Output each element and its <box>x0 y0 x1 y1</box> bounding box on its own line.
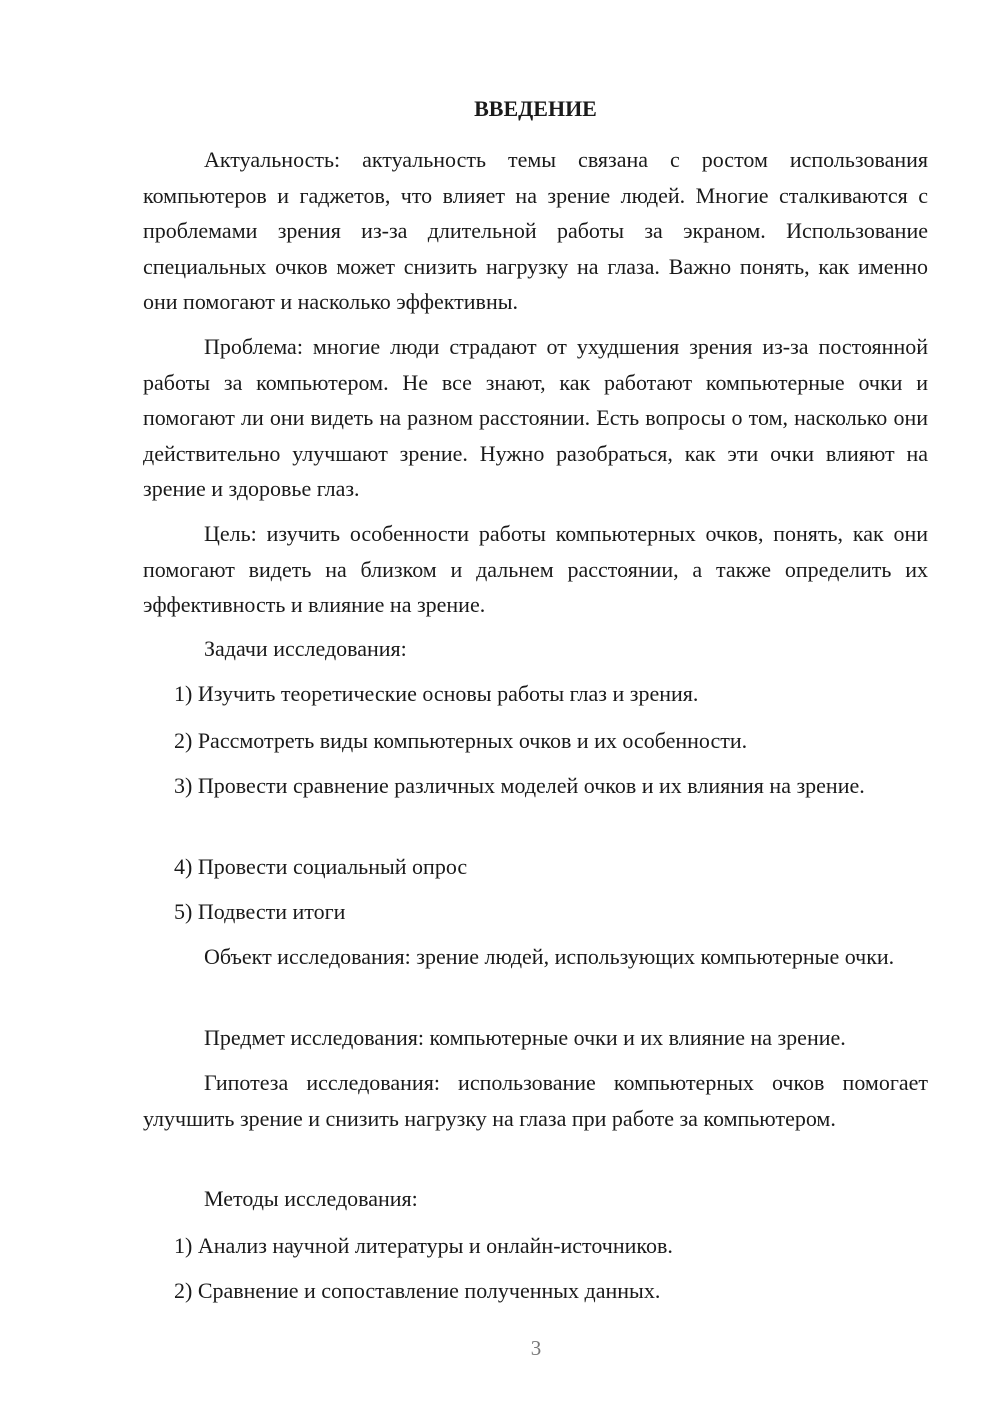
task-item: 2) Рассмотреть виды компьютерных очков и их особенности. <box>174 728 748 753</box>
task-item: 3) Провести сравнение различных моделей очков и их влияния на зрение. <box>174 773 865 798</box>
paragraph-object: Объект исследования: зрение людей, использующих компьютерные очки. <box>204 944 895 969</box>
paragraph-methods-intro: Методы исследования: <box>204 1186 418 1211</box>
paragraph-problem: Проблема: многие люди страдают от ухудшения зрения из-за постоянной работы за компьютером. Не все знают, как работают компьютерные очки и помогают ли они видеть на разном расстоянии. Есть вопросы о том, насколько они действительно улучшают зрение. Нужно разобраться, как эти очки влияют на зрение и здоровье глаз. <box>143 334 928 501</box>
method-item: 1) Анализ научной литературы и онлайн-источников. <box>174 1233 673 1258</box>
section-heading: ВВЕДЕНИЕ <box>474 96 597 121</box>
page-number: 3 <box>530 1336 542 1360</box>
task-item: 1) Изучить теоретические основы работы глаз и зрения. <box>174 681 699 706</box>
paragraph-tasks-intro: Задачи исследования: <box>204 636 407 661</box>
paragraph-hypothesis: Гипотеза исследования: использование компьютерных очков помогает улучшить зрение и снизить нагрузку на глаза при работе за компьютером. <box>143 1070 928 1131</box>
method-item: 2) Сравнение и сопоставление полученных данных. <box>174 1278 661 1303</box>
paragraph-goal: Цель: изучить особенности работы компьютерных очков, понять, как они помогают видеть на близком и дальнем расстоянии, а также определить их эффективность и влияние на зрение. <box>143 521 928 617</box>
task-item: 4) Провести социальный опрос <box>174 854 468 879</box>
paragraph-relevance: Актуальность: актуальность темы связана с ростом использования компьютеров и гаджетов, что влияет на зрение людей. Многие сталкиваются с проблемами зрения из-за длительной работы за экраном. Использование специальных очков может снизить нагрузку на глаза. Важно понять, как именно они помогают и насколько эффективны. <box>143 147 928 314</box>
task-item: 5) Подвести итоги <box>174 899 346 924</box>
paragraph-subject: Предмет исследования: компьютерные очки и их влияние на зрение. <box>204 1025 846 1050</box>
